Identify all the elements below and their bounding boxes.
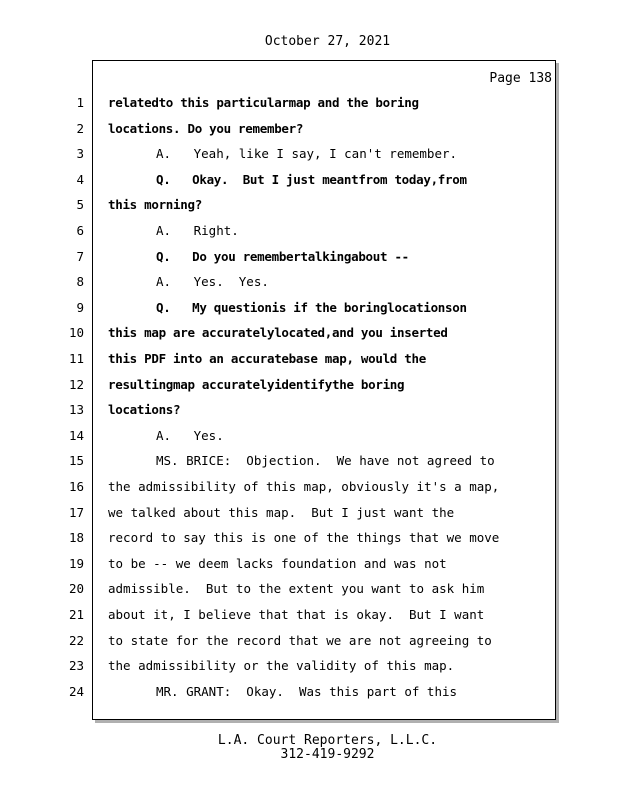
line-number: 22 [68,632,84,648]
line-text: locations. Do you remember? [108,120,304,136]
line-text: Q. My questionis if the boringlocationson [156,299,467,315]
transcript-line [0,119,618,139]
transcript-line [0,656,618,676]
line-text: A. Right. [156,223,239,238]
transcript-line [0,298,618,318]
line-number: 7 [76,248,84,264]
line-number: 2 [76,120,84,136]
transcript-line [0,195,618,215]
line-number: 1 [76,95,84,110]
line-number: 3 [76,146,84,162]
line-text: we talked about this map. But I just want the [108,504,455,520]
line-number: 14 [68,427,84,443]
transcript-line [0,554,618,574]
line-number: 5 [76,197,84,213]
line-number: 18 [68,530,84,546]
line-text: this PDF into an accuratebase map, would the [108,351,426,366]
page-number: Page 138 [489,71,552,86]
line-text: MS. BRICE: Objection. We have not agreed to [156,453,495,469]
line-text: the admissibility or the validity of this map. [108,658,455,674]
line-text: to be -- we deem lacks foundation and was not [108,555,447,571]
line-text: locations? [108,402,181,418]
transcript-line [0,272,618,292]
line-text: A. Yes. [156,427,224,443]
line-text: this morning? [108,197,202,213]
line-text: A. Yes. Yes. [156,274,269,290]
footer-company: L.A. Court Reporters, L.L.C. [217,733,438,748]
transcript-line [0,349,618,369]
line-text: MR. GRANT: Okay. Was this part of this [156,683,458,699]
line-text: relatedto this particularmap and the boring [108,95,419,110]
transcript-line [0,426,618,446]
line-number: 4 [76,171,84,187]
transcript-line [0,605,618,625]
footer-phone: 312-419-9292 [280,747,375,762]
line-text: record to say this is one of the things that we move [108,530,500,546]
transcript-line [0,451,618,471]
transcript-line [0,503,618,523]
line-number: 8 [76,274,84,290]
transcript-line [0,400,618,420]
line-number: 13 [68,402,84,418]
line-number: 9 [76,299,84,315]
transcript-line [0,247,618,267]
line-number: 12 [68,376,84,392]
transcript-line [0,323,618,343]
line-number: 19 [68,555,84,571]
transcript-line [0,579,618,599]
transcript-line [0,144,618,164]
line-text: the admissibility of this map, obviously it's a map, [108,479,500,494]
transcript-line [0,375,618,395]
line-text: admissible. But to the extent you want to ask him [108,581,485,597]
line-number: 20 [68,581,84,597]
line-number: 17 [68,504,84,520]
line-text: about it, I believe that that is okay. But I want [108,607,485,622]
line-text: to state for the record that we are not agreeing to [108,632,492,648]
line-text: resultingmap accuratelyidentifythe boring [108,376,405,392]
line-number: 10 [68,325,84,341]
line-text: Q. Okay. But I just meantfrom today,from [156,171,467,187]
line-number: 16 [68,479,84,494]
line-text: A. Yeah, like I say, I can't remember. [156,146,458,162]
transcript-line [0,477,618,497]
line-text: Q. Do you remembertalkingabout -- [156,248,409,264]
transcript-line [0,528,618,548]
line-number: 21 [68,607,84,622]
line-number: 23 [68,658,84,674]
transcript-line [0,682,618,702]
transcript-line [0,631,618,651]
line-number: 24 [68,683,84,699]
transcript-line [0,221,618,241]
transcript-line [0,170,618,190]
transcript-line [0,93,618,113]
line-text: this map are accuratelylocated,and you inserted [108,325,448,341]
line-number: 15 [68,453,84,469]
line-number: 6 [76,223,84,238]
page-date: October 27, 2021 [264,34,391,49]
line-number: 11 [68,351,84,366]
